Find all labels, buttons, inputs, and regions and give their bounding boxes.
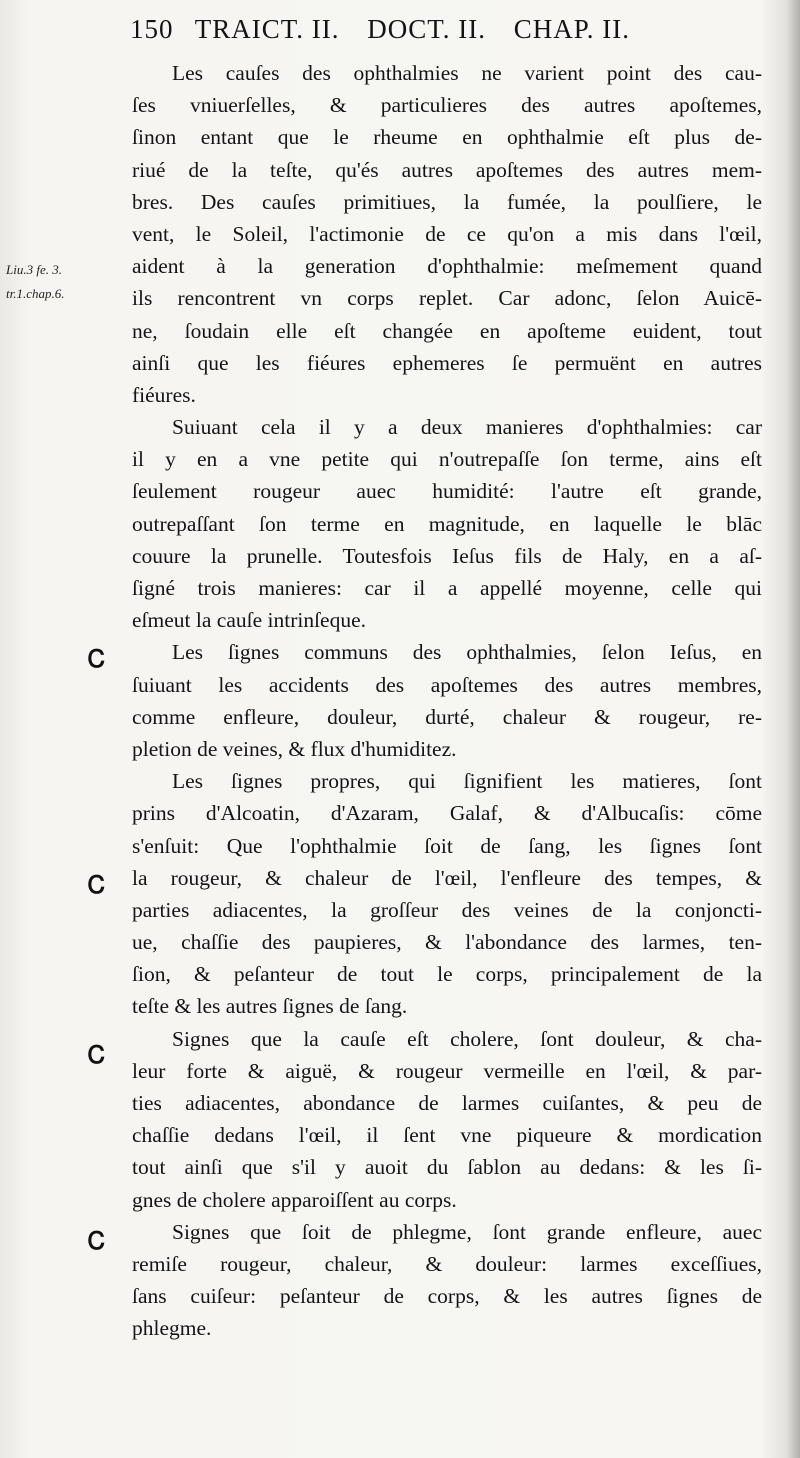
text-line: ſinon entant que le rheume en ophthalmie eſt plus de- [132, 125, 762, 150]
text-line: ainſi que les fiéures ephemeres ſe permuënt en autres [132, 350, 762, 375]
text-line: leur forte & aiguë, & rougeur vermeille en l'œil, & par- [132, 1058, 762, 1083]
text-line: ties adiacentes, abondance de larmes cuiſantes, & peu de [132, 1091, 762, 1115]
paragraph-mark-icon: Ꮯ [88, 870, 106, 899]
text-line: aident à la generation d'ophthalmie: meſmement quand [132, 254, 762, 279]
body-text [132, 57, 762, 1345]
text-line: vent, le Soleil, l'actimonie de ce qu'on a mis dans l'œil, [132, 221, 762, 246]
text-line: ſuiuant les accidents des apoſtemes des autres membres, [132, 672, 762, 697]
paragraph-mark-icon: Ꮯ [88, 644, 106, 673]
text-line: couure la prunelle. Toutesfois Ieſus fils de Haly, en a aſ- [132, 543, 762, 568]
running-head [130, 14, 770, 45]
text-line: ſans cuiſeur: peſanteur de corps, & les autres ſignes de [132, 1284, 762, 1309]
text-line: ſeulement rougeur auec humidité: l'autre eſt grande, [132, 479, 762, 504]
running-head-doctrine: DOCT. II. [367, 14, 486, 44]
text-line: Les cauſes des ophthalmies ne varient point des cau- [172, 61, 762, 85]
page-number: 150 [130, 14, 174, 44]
text-line: Signes que la cauſe eſt cholere, ſont douleur, & cha- [172, 1026, 762, 1051]
paragraph-mark-icon: Ꮯ [88, 1226, 106, 1255]
margin-note-reference-2: tr.1.chap.6. [6, 286, 65, 301]
text-line: parties adiacentes, la groſſeur des veines de la conjoncti- [132, 897, 762, 922]
text-line: ils rencontrent vn corps replet. Car adonc, ſelon Auicē- [132, 286, 762, 311]
text-line: eſmeut la cauſe intrinſeque. [132, 608, 367, 633]
text-line: Les ſignes propres, qui ſignifient les matieres, ſont [172, 769, 762, 794]
paragraph-mark-icon: Ꮯ [88, 1040, 106, 1069]
text-line: ſion, & peſanteur de tout le corps, principalement de la [132, 962, 762, 987]
text-line: gnes de cholere apparoiſſent au corps. [132, 1187, 457, 1212]
text-line: ne, ſoudain elle eſt changée en apoſteme euident, tout [132, 318, 762, 343]
text-line: phlegme. [132, 1316, 212, 1341]
page-edge-shadow [786, 0, 800, 1458]
text-line: teſte & les autres ſignes de ſang. [132, 994, 408, 1019]
text-line: ue, chaſſie des paupieres, & l'abondance des larmes, ten- [132, 930, 762, 955]
text-line: fiéures. [132, 382, 196, 407]
text-line: la rougeur, & chaleur de l'œil, l'enfleure des tempes, & [132, 865, 762, 890]
text-line: pletion de veines, & flux d'humiditez. [132, 736, 457, 761]
text-line: Les ſignes communs des ophthalmies, ſelon Ieſus, en [172, 640, 762, 665]
text-line: bres. Des cauſes primitiues, la fumée, la poulſiere, le [132, 189, 762, 214]
text-line: tout ainſi que s'il y auoit du ſablon au dedans: & les ſi- [132, 1155, 762, 1180]
text-line: prins d'Alcoatin, d'Azaram, Galaf, & d'Albucaſis: cōme [132, 801, 762, 826]
text-line: ſigné trois manieres: car il a appellé moyenne, celle qui [132, 576, 762, 600]
text-line: riué de la teſte, qu'és autres apoſtemes des autres mem- [132, 157, 762, 182]
text-line: Signes que ſoit de phlegme, ſont grande enfleure, auec [172, 1219, 762, 1244]
running-head-chapter: CHAP. II. [513, 14, 630, 44]
text-line: Suiuant cela il y a deux manieres d'ophthalmies: car [172, 415, 762, 440]
text-line: il y en a vne petite qui n'outrepaſſe ſon terme, ains eſt [132, 447, 762, 472]
running-head-treatise: TRAICT. II. [194, 14, 340, 44]
text-line: remiſe rougeur, chaleur, & douleur: larmes exceſſiues, [132, 1251, 762, 1276]
text-line: chaſſie dedans l'œil, il ſent vne piqueure & mordication [132, 1123, 762, 1148]
text-line: s'enſuit: Que l'ophthalmie ſoit de ſang, les ſignes ſont [132, 833, 762, 858]
text-line: comme enfleure, douleur, durté, chaleur & rougeur, re- [132, 704, 762, 729]
text-line: outrepaſſant ſon terme en magnitude, en laquelle le blāc [132, 511, 762, 536]
text-line: ſes vniuerſelles, & particulieres des autres apoſtemes, [132, 93, 762, 118]
margin-note-reference-1: Liu.3 fe. 3. [6, 262, 62, 277]
